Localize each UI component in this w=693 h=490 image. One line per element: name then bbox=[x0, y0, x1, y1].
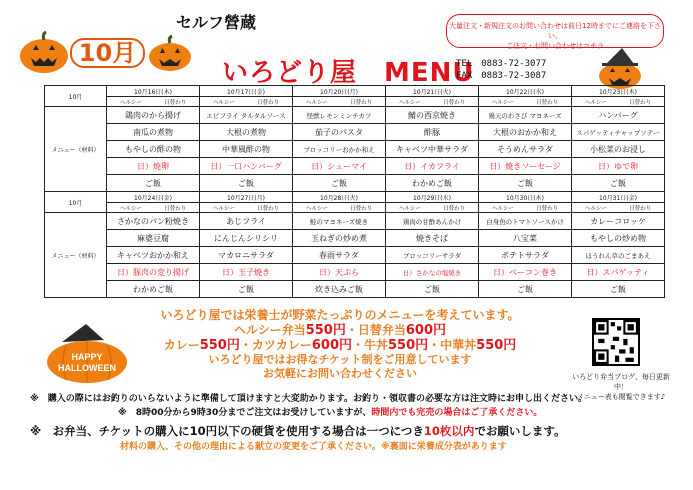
type-cell bbox=[293, 97, 386, 107]
date-cell: 10月24日(金) bbox=[107, 192, 200, 203]
note-order-time bbox=[30, 406, 670, 420]
dish-cell: あじフライ bbox=[200, 213, 293, 230]
rice-cell: ご飯 bbox=[200, 175, 293, 192]
dish-cell: 鶏天のわさび マヨネーズ bbox=[479, 107, 572, 124]
contact-info bbox=[456, 58, 546, 82]
note-order-time-text: ※ 8時00分から9時30分までご注文はお受けしていますが、 bbox=[118, 408, 372, 418]
type-cell bbox=[107, 97, 200, 107]
date-cell: 10月27日(月) bbox=[200, 192, 293, 203]
promo-katsucurry-price: 600円 bbox=[311, 338, 352, 353]
menu-title: いろどり屋 MENU bbox=[222, 58, 475, 88]
promo-chukadon-label: ・中華丼 bbox=[428, 338, 477, 352]
type-cell bbox=[479, 203, 572, 213]
daily-dish-cell: 日）天ぷら bbox=[293, 264, 386, 281]
promo-daily-label: ・日替弁当 bbox=[345, 323, 406, 337]
dish-cell: 春雨サラダ bbox=[293, 247, 386, 264]
promo-prices-bento bbox=[140, 323, 540, 338]
type-cell bbox=[572, 97, 665, 107]
healthy-label: ヘルシー bbox=[305, 99, 328, 106]
daily-label: 日替わり bbox=[629, 99, 652, 106]
promo-daily-price: 600円 bbox=[405, 323, 446, 338]
promo-line-contact: お気軽にお問い合わせください bbox=[263, 367, 417, 380]
week2-rice-row bbox=[45, 281, 665, 298]
date-cell: 10月20日(月) bbox=[293, 86, 386, 97]
week2-row-label: メニュー（材料） bbox=[45, 213, 107, 298]
dish-cell: にんじんシリシリ bbox=[200, 230, 293, 247]
month-badge: 10月 bbox=[70, 38, 145, 68]
dish-cell: 中華風酢の物 bbox=[200, 141, 293, 158]
promo-gyudon-price: 550円 bbox=[388, 338, 429, 353]
daily-dish-cell: 日）ゆで卵 bbox=[572, 158, 665, 175]
type-cell bbox=[386, 203, 479, 213]
type-cell bbox=[200, 97, 293, 107]
dish-cell: スパゲッティチャップソテー bbox=[572, 124, 665, 141]
order-notice-box bbox=[446, 14, 664, 48]
dish-cell: 白身魚のトマトソースかけ bbox=[479, 213, 572, 230]
type-cell bbox=[200, 203, 293, 213]
promo-gyudon-label: ・牛丼 bbox=[352, 338, 389, 352]
daily-dish-cell: 日）シューマイ bbox=[293, 158, 386, 175]
dish-cell: 玉ねぎの炒め煮 bbox=[293, 230, 386, 247]
daily-label: 日替わり bbox=[629, 205, 652, 212]
dish-cell: ほうれん草のごまあえ bbox=[572, 247, 665, 264]
daily-label: 日替わり bbox=[257, 205, 280, 212]
date-cell: 10月17日(金) bbox=[200, 86, 293, 97]
dish-cell: もやしの炒め物 bbox=[572, 230, 665, 247]
week1-rice-row bbox=[45, 175, 665, 192]
date-cell: 10月16日(木) bbox=[107, 86, 200, 97]
promo-chukadon-price: 550円 bbox=[476, 338, 517, 353]
daily-dish-cell: 日）さかなの塩焼き bbox=[386, 264, 479, 281]
daily-label: 日替わり bbox=[536, 99, 559, 106]
week1-dish-row bbox=[45, 124, 665, 141]
week1-type-row bbox=[45, 97, 665, 107]
week1-row-label: メニュー（材料） bbox=[45, 107, 107, 192]
week1-dish-row bbox=[45, 158, 665, 175]
dish-cell: 麻婆豆腐 bbox=[107, 230, 200, 247]
rice-cell: ご飯 bbox=[479, 281, 572, 298]
week1-date-row bbox=[45, 86, 665, 97]
type-cell bbox=[293, 203, 386, 213]
dish-cell: 大根の煮物 bbox=[200, 124, 293, 141]
pumpkin-icon-small bbox=[147, 34, 193, 72]
notes-block bbox=[30, 392, 670, 454]
daily-dish-cell: 日）ベーコン巻き bbox=[479, 264, 572, 281]
date-cell: 10月28日(火) bbox=[293, 192, 386, 203]
dish-cell: 焼きそば bbox=[386, 230, 479, 247]
healthy-label: ヘルシー bbox=[491, 205, 514, 212]
dish-cell: もやしの酢の物 bbox=[107, 141, 200, 158]
dish-cell: 小松菜のお浸し bbox=[572, 141, 665, 158]
healthy-label: ヘルシー bbox=[584, 99, 607, 106]
dish-cell: 茄子のパスタ bbox=[293, 124, 386, 141]
rice-cell: わかめご飯 bbox=[107, 281, 200, 298]
note-coins-limit: 10枚以内 bbox=[423, 424, 475, 438]
rice-cell: ご飯 bbox=[386, 281, 479, 298]
qr-caption-line-1: いろどり弁当ブログ、毎日更新中！ bbox=[572, 373, 670, 391]
rice-cell: 炊き込みご飯 bbox=[293, 281, 386, 298]
week2-dish-row bbox=[45, 213, 665, 230]
brand-name: セルフ營蔵 bbox=[176, 13, 257, 32]
dish-cell: ハンバーグ bbox=[572, 107, 665, 124]
promo-line-1: いろどり屋では栄養士が野菜たっぷりのメニューを考えています。 bbox=[160, 308, 520, 322]
daily-label: 日替わり bbox=[443, 99, 466, 106]
dish-cell: 酢豚 bbox=[386, 124, 479, 141]
type-cell bbox=[479, 97, 572, 107]
daily-label: 日替わり bbox=[164, 205, 187, 212]
week2-type-row bbox=[45, 203, 665, 213]
dish-cell: キャベツ中華サラダ bbox=[386, 141, 479, 158]
note-menu-change: 材料の購入、その他の理由による献立の変更をご了承ください。※裏面に栄養成分表があります bbox=[120, 442, 507, 452]
date-cell: 10月29日(水) bbox=[386, 192, 479, 203]
note-coins bbox=[30, 422, 670, 440]
dish-cell: カレーコロッケ bbox=[572, 213, 665, 230]
promo-healthy-label: ヘルシー弁当 bbox=[234, 323, 306, 337]
notice-line-2: ご注文・お問い合わせはコチラ bbox=[506, 42, 604, 50]
date-cell: 10月30日(木) bbox=[479, 192, 572, 203]
note-soldout: 時間内でも完売の場合はご了承ください。 bbox=[371, 408, 543, 418]
daily-dish-cell: 日）一口ハンバーグ bbox=[200, 158, 293, 175]
note-change: ※ 購入の際にはお釣りのいらないように準備して頂けますと大変助かります。お釣り・領収書の必要な方は注文時にお申し出ください。 bbox=[30, 394, 588, 404]
dish-cell: 鯖の西京焼き bbox=[386, 107, 479, 124]
notice-line-1: 大量注文・新規注文のお問い合わせは前日12時までにご連絡を下さい。 bbox=[449, 22, 661, 40]
week2-date-row bbox=[45, 192, 665, 203]
date-cell: 10月21日(火) bbox=[386, 86, 479, 97]
type-cell bbox=[107, 203, 200, 213]
menu-table bbox=[44, 85, 665, 298]
healthy-label: ヘルシー bbox=[212, 99, 235, 106]
daily-label: 日替わり bbox=[443, 205, 466, 212]
witch-pumpkin-icon bbox=[596, 46, 644, 90]
dish-cell: ポテトサラダ bbox=[479, 247, 572, 264]
promo-healthy-price: 550円 bbox=[305, 323, 346, 338]
promo-curry-price: 550円 bbox=[199, 338, 240, 353]
dish-cell: 大根のおかか和え bbox=[479, 124, 572, 141]
healthy-label: ヘルシー bbox=[584, 205, 607, 212]
dish-cell: そうめんサラダ bbox=[479, 141, 572, 158]
note-coins-end: でお願いします。 bbox=[474, 424, 566, 438]
daily-label: 日替わり bbox=[350, 205, 373, 212]
dish-cell: 鶏肉のから揚げ bbox=[107, 107, 200, 124]
rice-cell: ご飯 bbox=[107, 175, 200, 192]
halloween-text-halloween: HALLOWEEN bbox=[58, 363, 116, 373]
week2-dish-row bbox=[45, 230, 665, 247]
dish-cell: 怪獣レモンミンチカツ bbox=[293, 107, 386, 124]
note-coins-text: ※ お弁当、チケットの購入に10円以下の硬貨を使用する場合は一つにつき bbox=[30, 424, 424, 438]
rice-cell: ご飯 bbox=[479, 175, 572, 192]
date-cell: 10月22日(水) bbox=[479, 86, 572, 97]
promo-curry-label: カレー bbox=[163, 338, 200, 352]
dish-cell: 鶏肉の甘酢あんかけ bbox=[386, 213, 479, 230]
daily-dish-cell: 日）焼きソーセージ bbox=[479, 158, 572, 175]
promo-block bbox=[140, 308, 540, 381]
qr-code-icon[interactable] bbox=[592, 318, 640, 366]
date-cell: 10月23日(木) bbox=[572, 86, 665, 97]
rice-cell: ご飯 bbox=[572, 175, 665, 192]
healthy-label: ヘルシー bbox=[212, 205, 235, 212]
qr-caption-line-2: メニュー表も閲覧できます♪ bbox=[576, 393, 666, 401]
type-cell bbox=[572, 203, 665, 213]
daily-dish-cell: 日）イカフライ bbox=[386, 158, 479, 175]
dish-cell: キャベツおかか和え bbox=[107, 247, 200, 264]
healthy-label: ヘルシー bbox=[119, 205, 142, 212]
healthy-label: ヘルシー bbox=[398, 205, 421, 212]
rice-cell: ご飯 bbox=[293, 175, 386, 192]
week2-dish-row bbox=[45, 247, 665, 264]
fax-number: FAX 0883-72-3087 bbox=[456, 71, 547, 81]
type-cell bbox=[386, 97, 479, 107]
daily-dish-cell: 日）スパゲッティ bbox=[572, 264, 665, 281]
healthy-label: ヘルシー bbox=[305, 205, 328, 212]
week2-month-label: 10月 bbox=[45, 192, 107, 213]
tel-number: TEL 0883-72-3077 bbox=[456, 59, 547, 69]
promo-prices-bowls bbox=[140, 338, 540, 353]
week1-dish-row bbox=[45, 107, 665, 124]
halloween-text-happy: HAPPY bbox=[71, 352, 103, 362]
date-cell: 10月31日(金) bbox=[572, 192, 665, 203]
rice-cell: ご飯 bbox=[572, 281, 665, 298]
week1-month-label: 10月 bbox=[45, 86, 107, 107]
daily-label: 日替わり bbox=[536, 205, 559, 212]
rice-cell: ご飯 bbox=[200, 281, 293, 298]
healthy-label: ヘルシー bbox=[119, 99, 142, 106]
daily-label: 日替わり bbox=[257, 99, 280, 106]
week2-dish-row bbox=[45, 264, 665, 281]
dish-cell: マカロニサラダ bbox=[200, 247, 293, 264]
dish-cell: エビフライ タルタルソース bbox=[200, 107, 293, 124]
healthy-label: ヘルシー bbox=[398, 99, 421, 106]
dish-cell: ブロッコリーおかか和え bbox=[293, 141, 386, 158]
promo-line-ticket: いろどり屋ではお得なチケット制をご用意しています bbox=[208, 353, 472, 366]
daily-label: 日替わり bbox=[350, 99, 373, 106]
promo-katsucurry-label: ・カツカレー bbox=[239, 338, 312, 352]
rice-cell: わかめご飯 bbox=[386, 175, 479, 192]
week1-dish-row bbox=[45, 141, 665, 158]
halloween-pumpkin-icon bbox=[44, 322, 130, 384]
dish-cell: 八宝菜 bbox=[479, 230, 572, 247]
healthy-label: ヘルシー bbox=[491, 99, 514, 106]
dish-cell: 南瓜の煮物 bbox=[107, 124, 200, 141]
pumpkin-icon-left bbox=[18, 30, 70, 74]
dish-cell: 鮭のマヨネーズ焼き bbox=[293, 213, 386, 230]
dish-cell: ブロッコリーサラダ bbox=[386, 247, 479, 264]
dish-cell: さかなのパン粉焼き bbox=[107, 213, 200, 230]
daily-dish-cell: 日）玉子焼き bbox=[200, 264, 293, 281]
daily-dish-cell: 日）豚肉の変り揚げ bbox=[107, 264, 200, 281]
daily-dish-cell: 日）焼卵 bbox=[107, 158, 200, 175]
daily-label: 日替わり bbox=[164, 99, 187, 106]
